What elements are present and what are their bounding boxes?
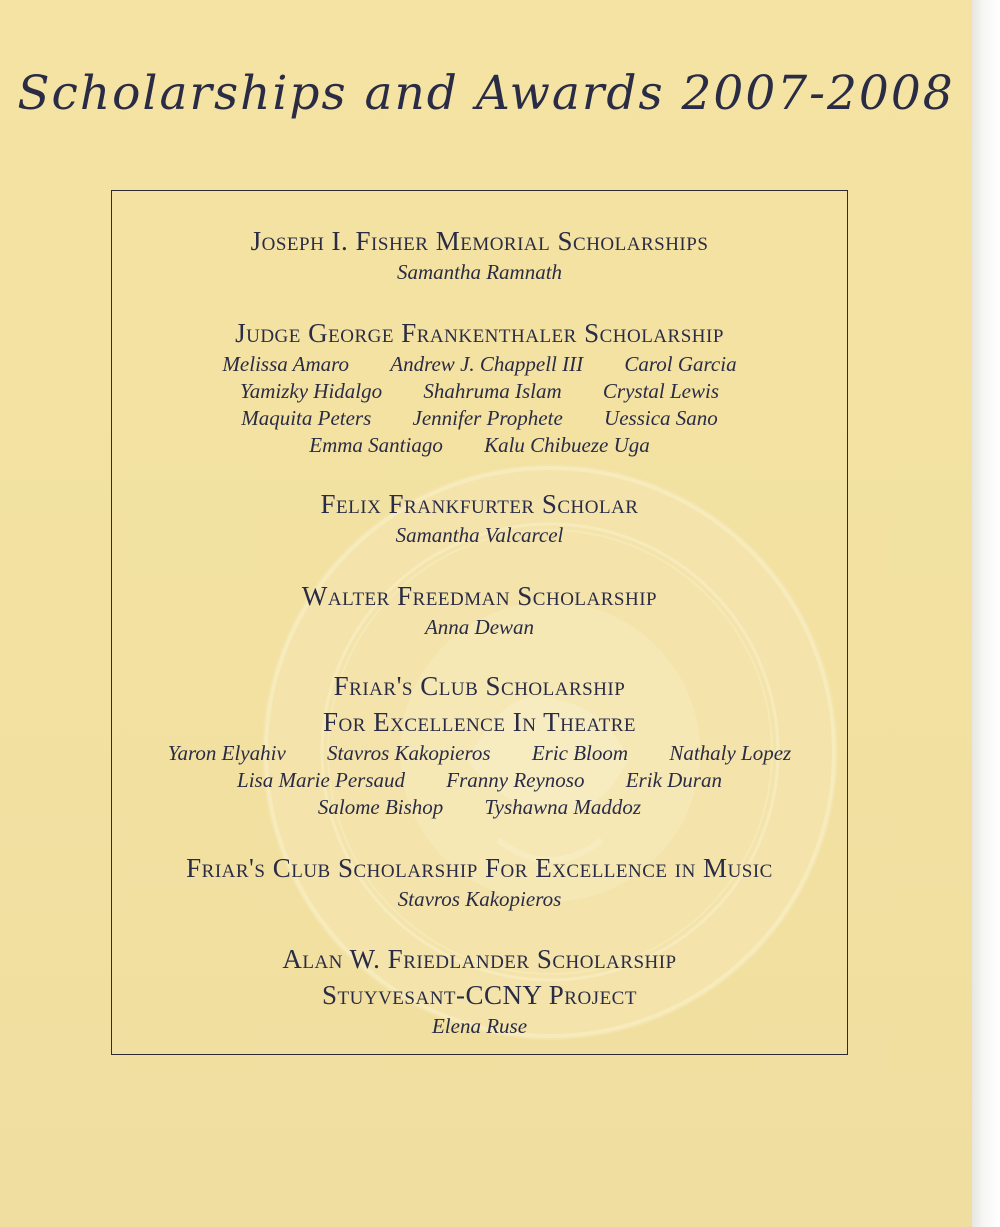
award-friars-theatre xyxy=(112,668,847,821)
recipient-name: Andrew J. Chappell III xyxy=(390,352,584,376)
award-freedman xyxy=(112,578,847,641)
award-friars-music xyxy=(112,850,847,913)
recipient-name: Uessica Sano xyxy=(604,406,718,430)
recipient-name: Stavros Kakopieros xyxy=(397,887,562,911)
recipient-name: Stavros Kakopieros xyxy=(327,741,491,765)
recipient-row xyxy=(112,614,847,641)
recipient-name: Erik Duran xyxy=(625,768,722,792)
recipient-name: Samantha Valcarcel xyxy=(395,523,564,547)
recipient-row xyxy=(112,378,847,405)
award-heading: Judge George Frankenthaler Scholarship xyxy=(235,318,724,348)
recipient-row xyxy=(112,432,847,459)
recipient-name: Samantha Ramnath xyxy=(396,260,563,284)
recipient-name: Anna Dewan xyxy=(424,615,535,639)
recipient-name: Lisa Marie Persaud xyxy=(237,768,406,792)
recipient-row xyxy=(112,1013,847,1040)
award-heading: Felix Frankfurter Scholar xyxy=(320,489,639,519)
recipient-name: Tyshawna Maddoz xyxy=(484,795,642,819)
recipient-name: Elena Ruse xyxy=(431,1014,528,1038)
recipient-name: Salome Bishop xyxy=(317,795,444,819)
recipient-row xyxy=(112,259,847,286)
recipient-name: Carol Garcia xyxy=(624,352,737,376)
recipient-row xyxy=(112,351,847,378)
recipient-row xyxy=(112,794,847,821)
recipient-name: Maquita Peters xyxy=(241,406,372,430)
recipient-name: Emma Santiago xyxy=(309,433,443,457)
recipient-name: Yaron Elyahiv xyxy=(167,741,286,765)
recipient-row xyxy=(112,405,847,432)
recipient-row xyxy=(112,740,847,767)
page-title: Scholarships and Awards 2007-2008 xyxy=(17,66,955,121)
recipient-name: Yamizky Hidalgo xyxy=(239,379,383,403)
page-edge xyxy=(972,0,1000,1227)
recipient-name: Melissa Amaro xyxy=(222,352,350,376)
awards-frame xyxy=(111,190,848,1055)
recipient-name: Shahruma Islam xyxy=(423,379,562,403)
recipient-name: Franny Reynoso xyxy=(446,768,585,792)
award-heading: Alan W. Friedlander Scholarship xyxy=(282,944,677,974)
recipient-row xyxy=(112,522,847,549)
recipient-name: Kalu Chibueze Uga xyxy=(484,433,650,457)
recipient-name: Nathaly Lopez xyxy=(669,741,792,765)
recipient-name: Crystal Lewis xyxy=(602,379,720,403)
award-heading-line2: For Excellence In Theatre xyxy=(322,707,636,737)
award-frankfurter xyxy=(112,486,847,549)
award-heading: Friar's Club Scholarship xyxy=(333,671,626,701)
recipient-name: Jennifer Prophete xyxy=(412,406,563,430)
award-fisher xyxy=(112,223,847,286)
award-frankenthaler xyxy=(112,315,847,459)
recipient-row xyxy=(112,886,847,913)
award-heading: Joseph I. Fisher Memorial Scholarships xyxy=(250,226,709,256)
award-heading: Walter Freedman Scholarship xyxy=(301,581,658,611)
award-heading: Friar's Club Scholarship For Excellence in Music xyxy=(186,853,773,883)
recipient-row xyxy=(112,767,847,794)
award-heading-line2: Stuyvesant-CCNY Project xyxy=(322,980,637,1010)
recipient-name: Eric Bloom xyxy=(531,741,629,765)
award-friedlander xyxy=(112,941,847,1040)
